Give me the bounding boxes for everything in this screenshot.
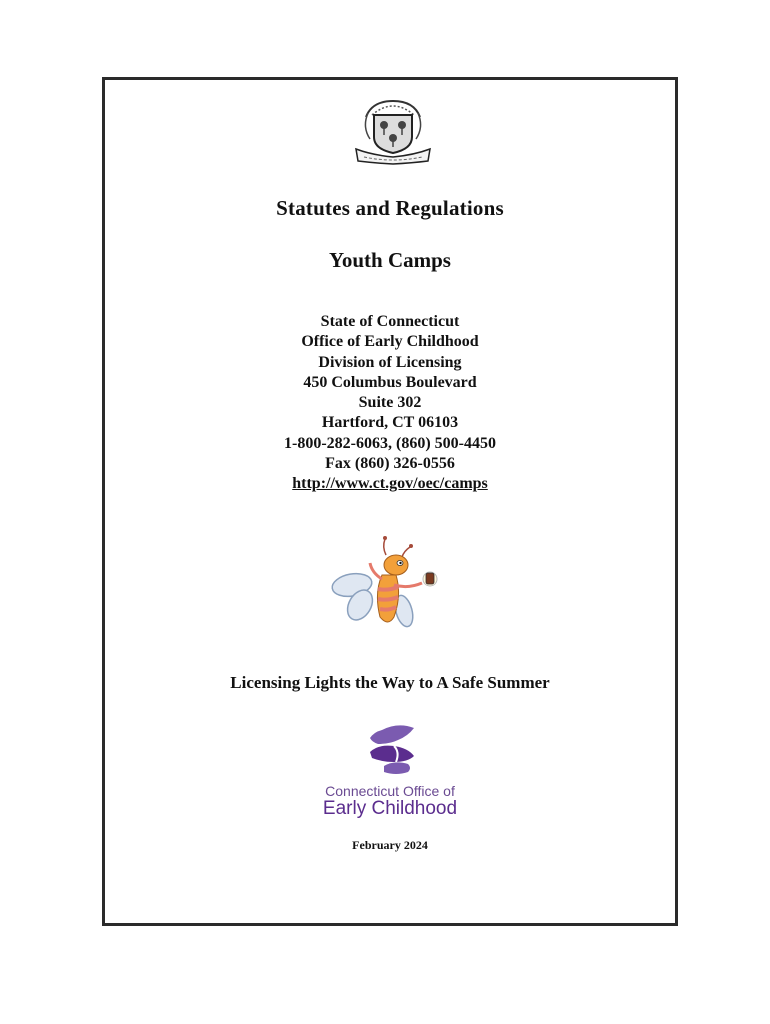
agency-name-line1: Connecticut Office of	[325, 783, 455, 799]
address-line: Division of Licensing	[318, 353, 462, 371]
address-line: Office of Early Childhood	[301, 333, 479, 351]
oec-hands-logo-icon	[364, 722, 420, 776]
address-line: Suite 302	[358, 394, 422, 412]
phone-line: 1-800-282-6063, (860) 500-4450	[284, 434, 496, 452]
state-seal-icon	[352, 97, 434, 165]
document-subtitle: Youth Camps	[329, 248, 451, 272]
address-line: State of Connecticut	[320, 313, 460, 330]
publication-date: February 2024	[352, 838, 428, 852]
slogan: Licensing Lights the Way to A Safe Summer	[230, 673, 550, 692]
address-line: 450 Columbus Boulevard	[303, 373, 477, 391]
address-line: Hartford, CT 06103	[321, 414, 459, 432]
document-title: Statutes and Regulations	[276, 196, 504, 220]
contact-block	[102, 312, 678, 495]
website-link[interactable]: http://www.ct.gov/oec/camps	[292, 475, 488, 493]
fax-line: Fax (860) 326-0556	[325, 455, 455, 473]
agency-name-line2: Early Childhood	[322, 798, 458, 819]
firefly-mascot-icon	[330, 533, 448, 633]
